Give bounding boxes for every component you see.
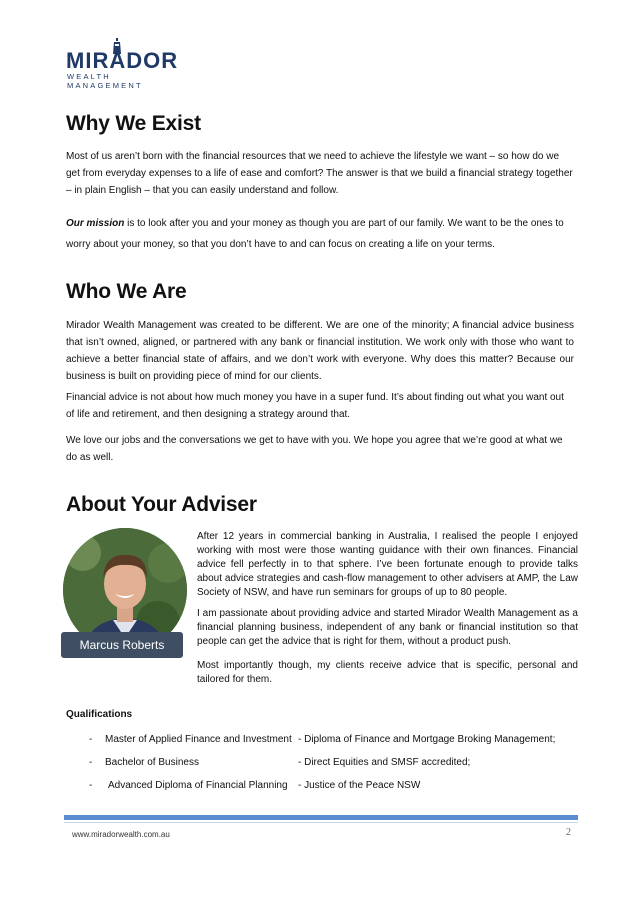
why-heading: Why We Exist [66, 112, 201, 135]
qualification-left-2: Bachelor of Business [105, 757, 199, 768]
mission-text: is to look after you and your money as though you are part of our family. We want to be the ones to worry about your money, so that you don’t have to and can focus on creating a life on your terms. [66, 218, 564, 250]
qualification-left-1: Master of Applied Finance and Investment [105, 734, 292, 745]
footer-bar [64, 815, 578, 820]
mission-paragraph [66, 213, 574, 255]
qualification-right-2: - Direct Equities and SMSF accredited; [298, 757, 471, 768]
qualifications-title: Qualifications [66, 709, 133, 720]
why-paragraph: Most of us aren’t born with the financial resources that we need to achieve the lifestyle we want – so how do we get from everyday expenses to a life of ease and comfort? The answer is that we build a financial strategy together – in plain English – that you can easily understand and follow. [66, 151, 573, 196]
qualification-right-3: - Justice of the Peace NSW [298, 780, 421, 791]
who-paragraph-1: Mirador Wealth Management was created to be different. We are one of the minority; A financial advice business that isn’t owned, aligned, or partnered with any bank or financial institution. We work only with those who want to achieve a better financial state of affairs, and we don’t work with everyone. Why does this matter? Because our business is built on providing piece of mind for our clients. [66, 320, 574, 382]
bullet-dash: - [89, 734, 93, 745]
adviser-paragraph-3: Most importantly though, my clients receive advice that is specific, personal and tailored for them. [197, 660, 578, 685]
qualification-right-1: - Diploma of Finance and Mortgage Broking Management; [298, 734, 556, 745]
adviser-photo [61, 528, 187, 662]
bullet-dash: - [89, 757, 93, 768]
page-number: 2 [566, 827, 571, 838]
mirador-logo [66, 38, 186, 90]
who-heading: Who We Are [66, 280, 187, 303]
adviser-paragraph-2: I am passionate about providing advice and started Mirador Wealth Management as a financial planning business, independent of any bank or financial institution so that people can get the advice that is right for them, without a product push. [197, 608, 578, 647]
footer-website: www.miradorwealth.com.au [72, 830, 170, 839]
footer-divider [64, 822, 578, 823]
adviser-name-banner: Marcus Roberts [61, 632, 183, 658]
who-paragraph-3: We love our jobs and the conversations we get to have with you. We hope you agree that we’re good at what we do as well. [66, 435, 563, 463]
mission-label: Our mission [66, 218, 125, 229]
adviser-heading: About Your Adviser [66, 493, 257, 516]
adviser-paragraph-1: After 12 years in commercial banking in Australia, I realised the people I enjoyed working with most were those wanting guidance with their own finances. Financial advice fell perfectly in to that sphere. I’ve been fortunate enough to provide talks about advice strategies and cash-flow management to other advisers at AMP, the Law Society of NSW, and have run seminars for groups of up to 80 people. [197, 531, 578, 598]
who-paragraph-2: Financial advice is not about how much money you have in a super fund. It’s about finding out what you want out of life and retirement, and then designing a strategy around that. [66, 392, 564, 420]
qualification-left-3: Advanced Diploma of Financial Planning [108, 780, 288, 791]
logo-wordmark: MIRADOR [66, 48, 179, 73]
bullet-dash: - [89, 780, 93, 791]
logo-subtitle: WEALTH MANAGEMENT [67, 72, 143, 90]
